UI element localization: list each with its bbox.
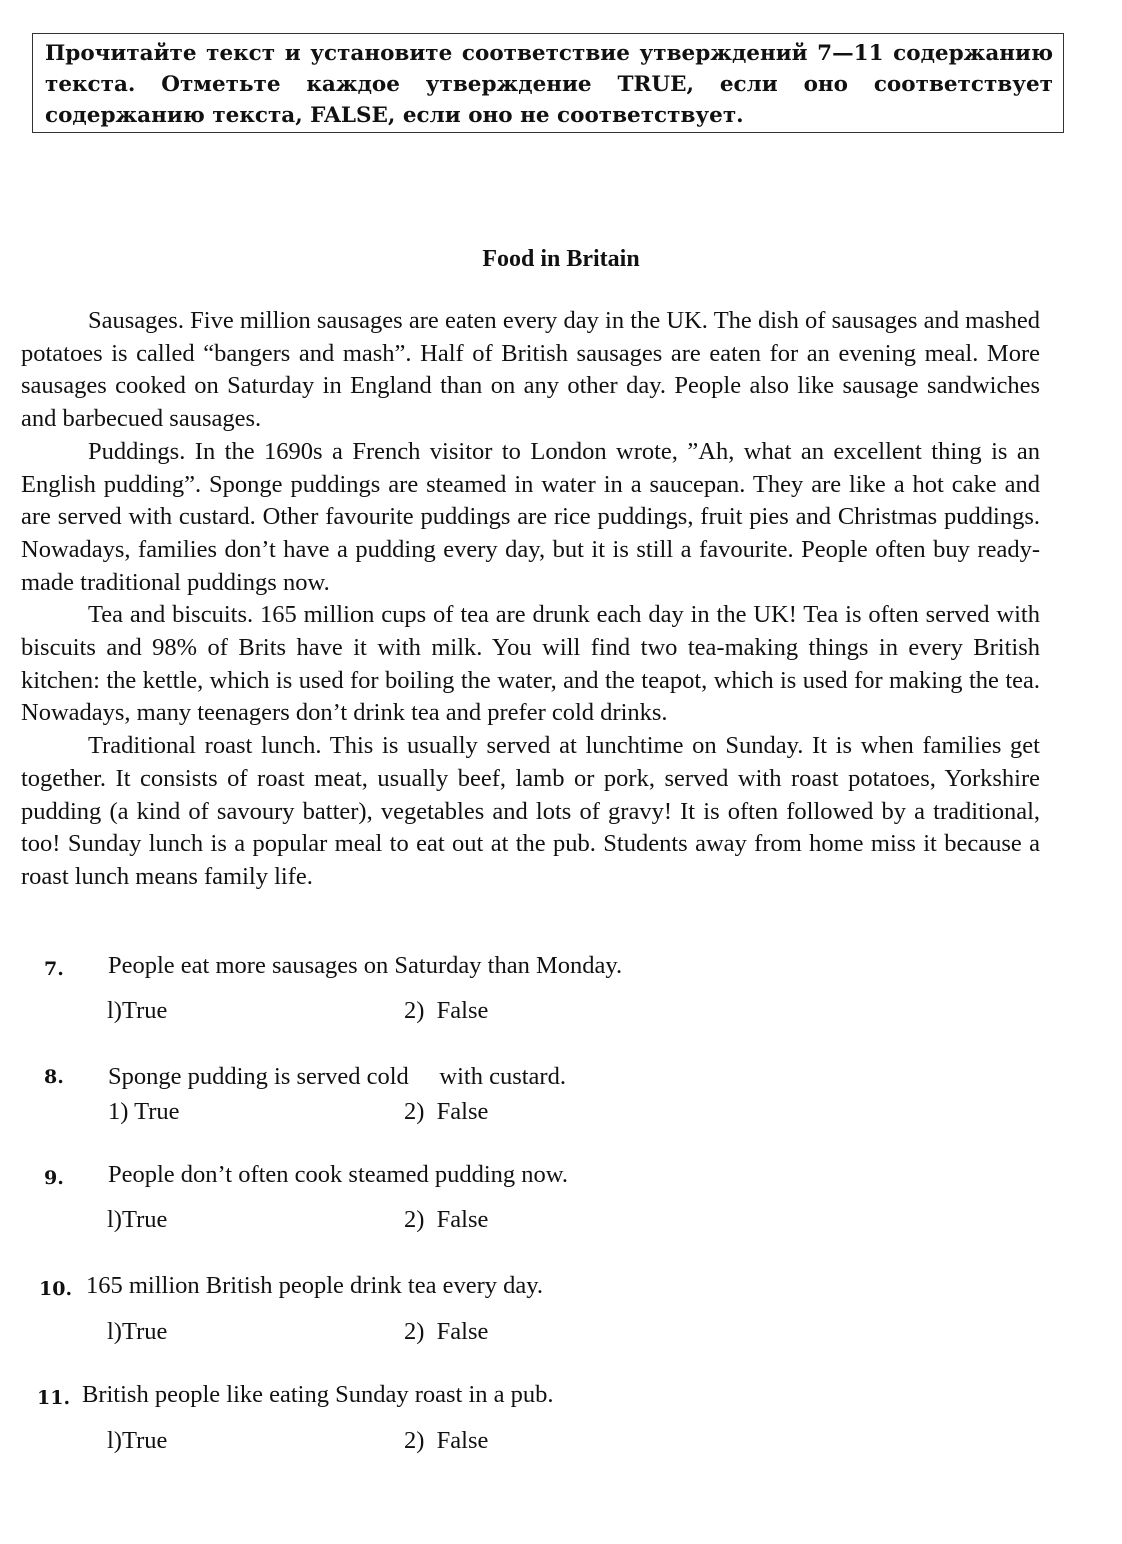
option-false[interactable]: 2) False	[404, 1098, 489, 1125]
reading-text	[21, 305, 1040, 894]
question-text: Sponge pudding is served cold with custard.	[108, 1063, 566, 1090]
option-false[interactable]: 2) False	[404, 1206, 489, 1233]
instruction-box	[32, 33, 1064, 133]
option-false[interactable]: 2) False	[404, 997, 489, 1024]
option-true[interactable]: l)True	[107, 1427, 168, 1454]
question-text: British people like eating Sunday roast in a pub.	[82, 1381, 554, 1408]
option-false[interactable]: 2) False	[404, 1318, 489, 1345]
question-9	[0, 1159, 1122, 1239]
question-8	[0, 1061, 1122, 1141]
question-number: 10.	[39, 1278, 73, 1300]
paragraph-puddings: Puddings. In the 1690s a French visitor to London wrote, ”Ah, what an excellent thing is an English pudding”. Sponge puddings are steamed in water in a saucepan. They are like a hot cake and are served with custard. Other favourite puddings are rice puddings, fruit pies and Christmas puddings. Nowadays, families don’t have a pudding every day, but it is still a favourite. People often buy ready-made traditional puddings now.	[21, 437, 1040, 596]
option-true[interactable]: l)True	[107, 1318, 168, 1345]
question-11	[0, 1379, 1122, 1459]
question-number: 9.	[44, 1167, 64, 1189]
option-true[interactable]: 1) True	[108, 1098, 180, 1125]
option-false[interactable]: 2) False	[404, 1427, 489, 1454]
paragraph-tea-and-biscuits: Tea and biscuits. 165 million cups of tea are drunk each day in the UK! Tea is often served with biscuits and 98% of Brits have it with milk. You will find two tea-making things in every British kitchen: the kettle, which is used for boiling the water, and the teapot, which is used for making the tea. Nowadays, many teenagers don’t drink tea and prefer cold drinks.	[21, 601, 1040, 727]
question-7	[0, 950, 1122, 1030]
question-text: 165 million British people drink tea every day.	[86, 1272, 544, 1299]
paragraph-sausages: Sausages. Five million sausages are eaten every day in the UK. The dish of sausages and mashed potatoes is called “bangers and mash”. Half of British sausages are eaten for an evening meal. More sausages cooked on Saturday in England than on any other day. People also like sausage sandwiches and barbecued sausages.	[21, 307, 1040, 433]
question-number: 11.	[37, 1387, 71, 1409]
paragraph-roast-lunch: Traditional roast lunch. This is usually served at lunchtime on Sunday. It is when families get together. It consists of roast meat, usually beef, lamb or pork, served with roast potatoes, Yorkshire pudding (a kind of savoury batter), vegetables and lots of gravy! It is often followed by a traditional, too! Sunday lunch is a popular meal to eat out at the pub. Students away from home miss it because a roast lunch means family life.	[21, 732, 1040, 890]
text-title: Food in Britain	[482, 246, 640, 272]
question-number: 7.	[44, 958, 64, 980]
question-number: 8.	[44, 1066, 64, 1088]
option-true[interactable]: l)True	[107, 1206, 168, 1233]
question-10	[0, 1270, 1122, 1350]
question-text: People eat more sausages on Saturday than Monday.	[108, 952, 623, 979]
question-text: People don’t often cook steamed pudding now.	[108, 1161, 568, 1188]
instruction-text: Прочитайте текст и установите соответствие утверждений 7—11 содержанию текста. Отметьте каждое утверждение TRUE, если оно соответствует содержанию текста, FALSE, если оно не соответствует.	[45, 41, 1053, 128]
option-true[interactable]: l)True	[107, 997, 168, 1024]
